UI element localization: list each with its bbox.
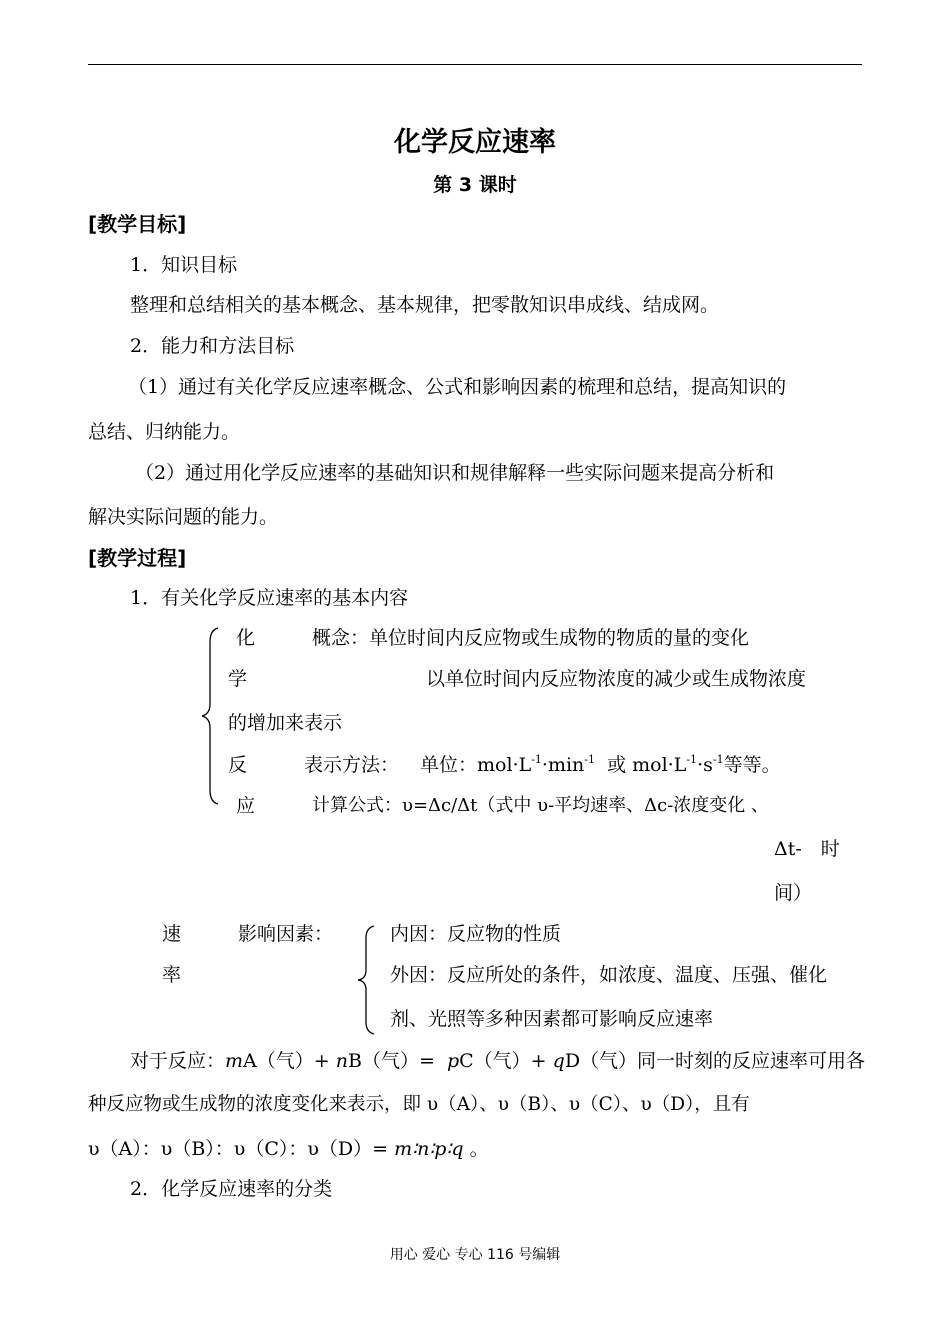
diagram-formula: 计算公式：υ=Δc/Δt（式中 υ-平均速率、Δc-浓度变化 、 [312, 795, 770, 816]
diagram-units: 单位：$mol\cdot L^{-1}\cdot\min^{-1}$ 或 $mol\cdot L^{-1}\cdot s^{-1}$等等。 [420, 753, 781, 776]
objective-2-title: 2．能力和方法目标 [130, 335, 295, 357]
diagram-speed-char-1: 速 [162, 923, 182, 945]
objective-2-p1-line2: 总结、归纳能力。 [88, 421, 241, 443]
diagram-formula-cont2: 间） [774, 882, 813, 904]
process-2-title: 2．化学反应速率的分类 [130, 1178, 333, 1200]
objective-2-p1-line1: （1）通过有关化学反应速率概念、公式和影响因素的梳理和总结，提高知识的 [128, 376, 787, 398]
objective-1-text: 整理和总结相关的基本概念、基本规律，把零散知识串成线、结成网。 [130, 294, 720, 316]
left-brace-icon [200, 626, 222, 806]
header-rule [88, 64, 862, 65]
page-footer: 用心 爱心 专心 116 号编辑 [389, 1247, 561, 1263]
diagram-left-char-3: 反 [228, 754, 248, 776]
diagram-method-label: 表示方法： [304, 754, 400, 776]
objective-1-title: 1．知识目标 [130, 254, 238, 276]
page-subtitle: 第 3 课时 [433, 174, 517, 196]
objective-2-p2-line2: 解决实际问题的能力。 [88, 506, 279, 528]
diagram-left-char-4: 应 [236, 795, 256, 817]
diagram-concept-cont2: 的增加来表示 [228, 712, 343, 734]
process-heading: [教学过程] [88, 546, 187, 570]
diagram-factors-label: 影响因素： [238, 923, 334, 945]
diagram-concept-cont1: 以单位时间内反应物浓度的减少或生成物浓度 [426, 668, 807, 690]
diagram-external-factor-2: 剂、光照等多种因素都可影响反应速率 [390, 1008, 714, 1030]
factors-brace-icon [356, 924, 378, 1036]
reaction-line-1: 对于反应：mA（气）+ nB（气）= pC（气）+ qD（气）同一时刻的反应速率可用各 [130, 1050, 866, 1072]
reaction-line-2: 种反应物或生成物的浓度变化来表示，即 υ（A）、υ（B）、υ（C）、υ（D），且有 [88, 1094, 750, 1115]
process-1-title: 1．有关化学反应速率的基本内容 [130, 587, 409, 609]
reaction-ratio: υ（A）：υ（B）：υ（C）：υ（D）= m∶n∶p∶q 。 [88, 1138, 489, 1160]
diagram-left-char-2: 学 [228, 668, 248, 690]
diagram-concept: 概念：单位时间内反应物或生成物的物质的量的变化 [312, 627, 750, 649]
objectives-heading: [教学目标] [88, 212, 187, 236]
objective-2-p2-line1: （2）通过用化学反应速率的基础知识和规律解释一些实际问题来提高分析和 [135, 462, 775, 484]
page-title: 化学反应速率 [394, 127, 556, 158]
diagram-left-char-1: 化 [236, 627, 256, 649]
diagram-speed-char-2: 率 [162, 964, 182, 986]
diagram-internal-factor: 内因：反应物的性质 [390, 923, 562, 945]
diagram-external-factor-1: 外因：反应所处的条件，如浓度、温度、压强、催化 [390, 964, 828, 986]
diagram-formula-cont1: Δt- 时 [774, 838, 840, 860]
